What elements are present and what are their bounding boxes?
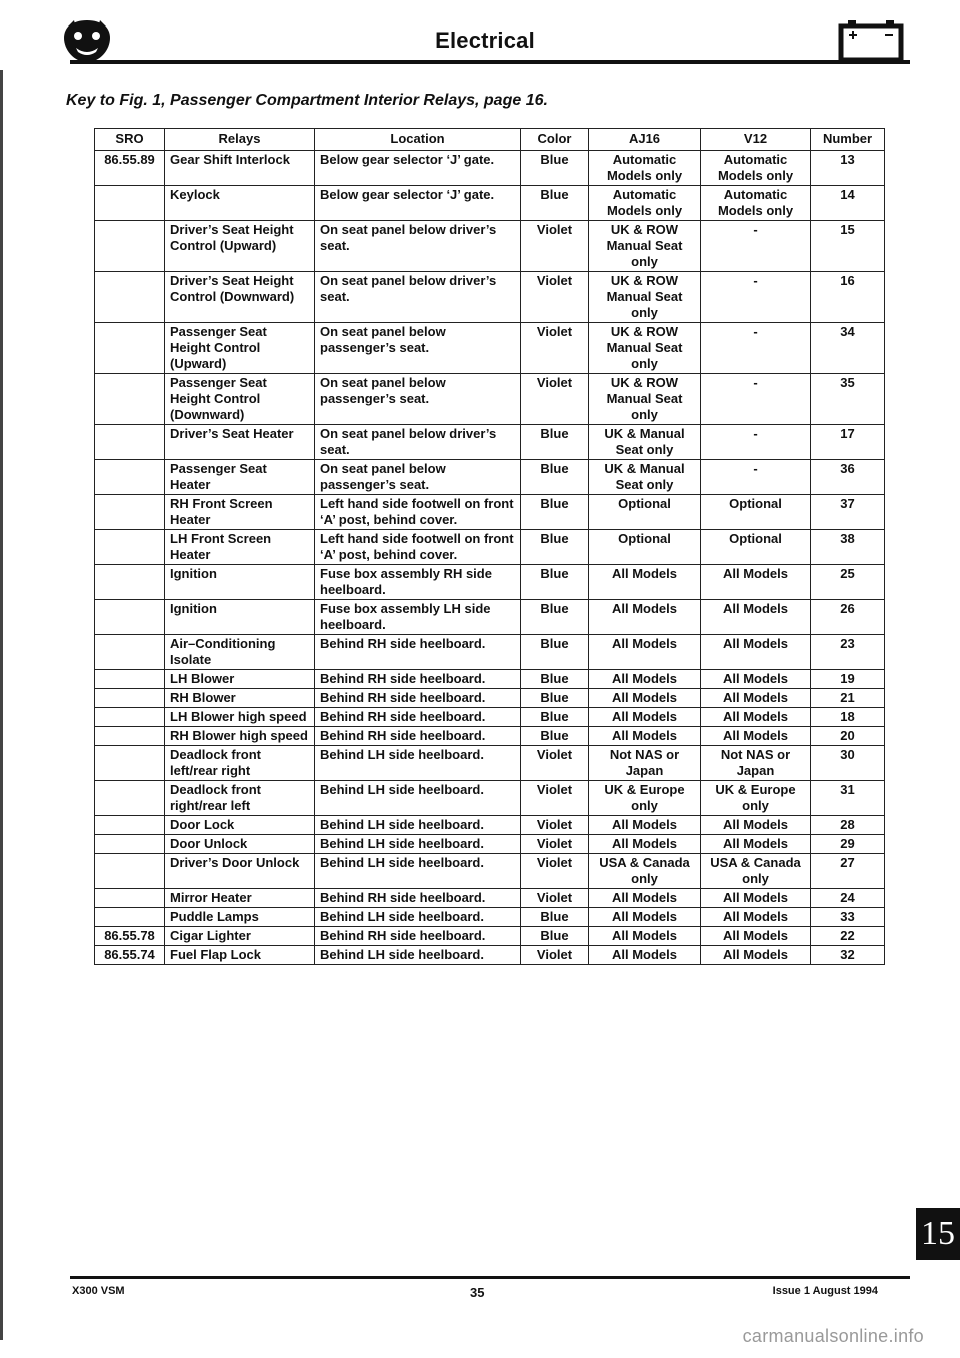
cell-location: Behind LH side heelboard. (315, 946, 521, 965)
table-row (95, 727, 885, 746)
cell-v12: All Models (701, 816, 811, 835)
cell-number: 30 (811, 746, 885, 781)
cell-color: Blue (521, 708, 589, 727)
cell-v12: - (701, 374, 811, 425)
cell-location: Behind RH side heelboard. (315, 889, 521, 908)
cell-v12: UK & Europe only (701, 781, 811, 816)
cell-number: 19 (811, 670, 885, 689)
table-row (95, 835, 885, 854)
cell-aj16: All Models (589, 946, 701, 965)
cell-color: Blue (521, 635, 589, 670)
cell-location: Behind LH side heelboard. (315, 908, 521, 927)
cell-aj16: Automatic Models only (589, 151, 701, 186)
table-row (95, 272, 885, 323)
cell-location: Behind RH side heelboard. (315, 708, 521, 727)
cell-number: 13 (811, 151, 885, 186)
cell-relays: Mirror Heater (165, 889, 315, 908)
cell-aj16: UK & ROW Manual Seat only (589, 272, 701, 323)
cell-color: Blue (521, 425, 589, 460)
cell-number: 37 (811, 495, 885, 530)
cell-relays: Passenger Seat Heater (165, 460, 315, 495)
cell-location: Behind LH side heelboard. (315, 816, 521, 835)
cell-location: Behind RH side heelboard. (315, 689, 521, 708)
cell-number: 27 (811, 854, 885, 889)
column-header-location: Location (315, 129, 521, 151)
cell-location: Behind RH side heelboard. (315, 927, 521, 946)
cell-v12: All Models (701, 708, 811, 727)
cell-number: 35 (811, 374, 885, 425)
cell-number: 20 (811, 727, 885, 746)
footer-issue-date: Issue 1 August 1994 (772, 1285, 878, 1297)
cell-v12: - (701, 460, 811, 495)
cell-relays: Passenger Seat Height Control (Upward) (165, 323, 315, 374)
cell-aj16: All Models (589, 889, 701, 908)
cell-sro: 86.55.78 (95, 927, 165, 946)
cell-sro (95, 186, 165, 221)
table-row (95, 565, 885, 600)
table-row (95, 781, 885, 816)
cell-color: Violet (521, 781, 589, 816)
cell-number: 22 (811, 927, 885, 946)
cell-color: Violet (521, 746, 589, 781)
table-row (95, 670, 885, 689)
cell-sro (95, 221, 165, 272)
cell-color: Blue (521, 727, 589, 746)
page-header (60, 12, 910, 64)
cell-color: Blue (521, 908, 589, 927)
cell-sro (95, 689, 165, 708)
cell-color: Violet (521, 835, 589, 854)
cell-color: Violet (521, 816, 589, 835)
table-row (95, 927, 885, 946)
cell-sro (95, 495, 165, 530)
cell-v12: All Models (701, 727, 811, 746)
cell-sro (95, 635, 165, 670)
cell-color: Violet (521, 374, 589, 425)
table-row (95, 746, 885, 781)
cell-aj16: UK & Manual Seat only (589, 460, 701, 495)
table-row (95, 816, 885, 835)
cell-v12: All Models (701, 908, 811, 927)
cell-number: 25 (811, 565, 885, 600)
cell-v12: Automatic Models only (701, 186, 811, 221)
cell-number: 28 (811, 816, 885, 835)
table-row (95, 908, 885, 927)
cell-number: 23 (811, 635, 885, 670)
watermark: carmanualsonline.info (742, 1326, 924, 1346)
cell-relays: LH Front Screen Heater (165, 530, 315, 565)
cell-v12: All Models (701, 565, 811, 600)
cell-location: Behind LH side heelboard. (315, 746, 521, 781)
cell-color: Blue (521, 460, 589, 495)
cell-v12: All Models (701, 600, 811, 635)
cell-v12: All Models (701, 670, 811, 689)
cell-aj16: UK & ROW Manual Seat only (589, 374, 701, 425)
table-row (95, 530, 885, 565)
cell-number: 17 (811, 425, 885, 460)
cell-color: Blue (521, 151, 589, 186)
column-header-sro: SRO (95, 129, 165, 151)
cell-relays: RH Blower high speed (165, 727, 315, 746)
cell-sro (95, 816, 165, 835)
cell-aj16: All Models (589, 727, 701, 746)
cell-sro (95, 781, 165, 816)
column-header-number: Number (811, 129, 885, 151)
table-row (95, 151, 885, 186)
table-row (95, 946, 885, 965)
cell-relays: Puddle Lamps (165, 908, 315, 927)
cell-relays: RH Front Screen Heater (165, 495, 315, 530)
cell-aj16: Optional (589, 495, 701, 530)
cell-relays: Ignition (165, 600, 315, 635)
cell-aj16: All Models (589, 835, 701, 854)
cell-v12: Optional (701, 495, 811, 530)
cell-aj16: All Models (589, 708, 701, 727)
cell-sro (95, 323, 165, 374)
cell-sro (95, 746, 165, 781)
cell-v12: All Models (701, 689, 811, 708)
cell-sro (95, 374, 165, 425)
cell-aj16: Not NAS or Japan (589, 746, 701, 781)
cell-relays: Keylock (165, 186, 315, 221)
cell-v12: USA & Canada only (701, 854, 811, 889)
table-row (95, 635, 885, 670)
cell-relays: Air–Conditioning Isolate (165, 635, 315, 670)
cell-color: Blue (521, 670, 589, 689)
cell-number: 15 (811, 221, 885, 272)
cell-relays: LH Blower high speed (165, 708, 315, 727)
cell-color: Violet (521, 946, 589, 965)
page-number: 35 (470, 1285, 485, 1300)
cell-number: 36 (811, 460, 885, 495)
figure-caption: Key to Fig. 1, Passenger Compartment Interior Relays, page 16. (66, 92, 548, 109)
cell-location: Left hand side footwell on front ‘A’ post, behind cover. (315, 530, 521, 565)
table-row (95, 323, 885, 374)
table-row (95, 600, 885, 635)
table-row (95, 186, 885, 221)
cell-number: 29 (811, 835, 885, 854)
cell-location: Fuse box assembly RH side heelboard. (315, 565, 521, 600)
cell-sro (95, 835, 165, 854)
cell-location: On seat panel below passenger’s seat. (315, 460, 521, 495)
cell-sro (95, 272, 165, 323)
cell-aj16: All Models (589, 689, 701, 708)
cell-relays: Door Unlock (165, 835, 315, 854)
cell-sro (95, 908, 165, 927)
cell-location: Below gear selector ‘J’ gate. (315, 151, 521, 186)
cell-sro (95, 425, 165, 460)
cell-v12: Automatic Models only (701, 151, 811, 186)
relay-table (94, 128, 885, 965)
cell-aj16: All Models (589, 816, 701, 835)
cell-aj16: UK & Europe only (589, 781, 701, 816)
cell-color: Blue (521, 689, 589, 708)
header-rule (70, 60, 910, 64)
cell-relays: Door Lock (165, 816, 315, 835)
cell-sro (95, 670, 165, 689)
table-row (95, 221, 885, 272)
cell-sro (95, 854, 165, 889)
cell-color: Blue (521, 565, 589, 600)
cell-sro (95, 460, 165, 495)
cell-sro: 86.55.89 (95, 151, 165, 186)
cell-sro (95, 600, 165, 635)
cell-relays: Driver’s Seat Height Control (Downward) (165, 272, 315, 323)
cell-location: Fuse box assembly LH side heelboard. (315, 600, 521, 635)
cell-number: 26 (811, 600, 885, 635)
cell-aj16: All Models (589, 670, 701, 689)
cell-number: 38 (811, 530, 885, 565)
footer-document-code: X300 VSM (72, 1285, 125, 1297)
column-header-v12: V12 (701, 129, 811, 151)
cell-relays: RH Blower (165, 689, 315, 708)
table-body (95, 151, 885, 965)
cell-relays: Driver’s Door Unlock (165, 854, 315, 889)
cell-color: Violet (521, 221, 589, 272)
table-header-row (95, 129, 885, 151)
cell-location: Behind RH side heelboard. (315, 635, 521, 670)
cell-number: 24 (811, 889, 885, 908)
cell-color: Violet (521, 854, 589, 889)
cell-location: Behind LH side heelboard. (315, 781, 521, 816)
cell-relays: Driver’s Seat Height Control (Upward) (165, 221, 315, 272)
cell-number: 34 (811, 323, 885, 374)
section-title: Electrical (435, 28, 535, 53)
footer-rule (70, 1276, 910, 1279)
table-row (95, 689, 885, 708)
cell-color: Violet (521, 272, 589, 323)
cell-color: Blue (521, 927, 589, 946)
cell-v12: All Models (701, 635, 811, 670)
cell-aj16: All Models (589, 635, 701, 670)
cell-location: On seat panel below driver’s seat. (315, 425, 521, 460)
cell-aj16: All Models (589, 565, 701, 600)
cell-relays: LH Blower (165, 670, 315, 689)
column-header-relays: Relays (165, 129, 315, 151)
cell-sro (95, 708, 165, 727)
cell-location: On seat panel below passenger’s seat. (315, 323, 521, 374)
cell-color: Blue (521, 186, 589, 221)
cell-v12: - (701, 425, 811, 460)
cell-color: Violet (521, 323, 589, 374)
cell-color: Blue (521, 495, 589, 530)
cell-relays: Cigar Lighter (165, 927, 315, 946)
column-header-aj16: AJ16 (589, 129, 701, 151)
cell-color: Blue (521, 530, 589, 565)
cell-v12: All Models (701, 946, 811, 965)
cell-location: Behind LH side heelboard. (315, 854, 521, 889)
cell-relays: Fuel Flap Lock (165, 946, 315, 965)
table-row (95, 708, 885, 727)
cell-number: 16 (811, 272, 885, 323)
cell-v12: Not NAS or Japan (701, 746, 811, 781)
cell-v12: All Models (701, 927, 811, 946)
cell-sro: 86.55.74 (95, 946, 165, 965)
cell-sro (95, 727, 165, 746)
cell-v12: - (701, 221, 811, 272)
cell-v12: All Models (701, 889, 811, 908)
table-row (95, 854, 885, 889)
page-edge-line (0, 70, 3, 1340)
table-row (95, 460, 885, 495)
cell-number: 21 (811, 689, 885, 708)
table-row (95, 425, 885, 460)
cell-color: Blue (521, 600, 589, 635)
cell-location: Below gear selector ‘J’ gate. (315, 186, 521, 221)
table-row (95, 889, 885, 908)
cell-location: On seat panel below driver’s seat. (315, 221, 521, 272)
cell-v12: - (701, 323, 811, 374)
cell-location: Behind RH side heelboard. (315, 670, 521, 689)
cell-aj16: UK & ROW Manual Seat only (589, 221, 701, 272)
cell-v12: Optional (701, 530, 811, 565)
cell-number: 31 (811, 781, 885, 816)
cell-number: 32 (811, 946, 885, 965)
cell-number: 18 (811, 708, 885, 727)
cell-location: Behind LH side heelboard. (315, 835, 521, 854)
table-row (95, 374, 885, 425)
cell-relays: Deadlock front right/rear left (165, 781, 315, 816)
cell-color: Violet (521, 889, 589, 908)
section-tab: 15 (916, 1208, 960, 1260)
battery-icon (838, 18, 904, 62)
cell-relays: Ignition (165, 565, 315, 600)
cell-number: 14 (811, 186, 885, 221)
cell-location: On seat panel below passenger’s seat. (315, 374, 521, 425)
cell-sro (95, 530, 165, 565)
cell-v12: All Models (701, 835, 811, 854)
cell-aj16: USA & Canada only (589, 854, 701, 889)
cell-relays: Driver’s Seat Heater (165, 425, 315, 460)
cell-sro (95, 889, 165, 908)
cell-number: 33 (811, 908, 885, 927)
cell-aj16: All Models (589, 600, 701, 635)
cell-location: On seat panel below driver’s seat. (315, 272, 521, 323)
column-header-color: Color (521, 129, 589, 151)
cell-aj16: UK & Manual Seat only (589, 425, 701, 460)
table-row (95, 495, 885, 530)
cell-aj16: All Models (589, 908, 701, 927)
cell-v12: - (701, 272, 811, 323)
cell-aj16: Automatic Models only (589, 186, 701, 221)
cell-relays: Passenger Seat Height Control (Downward) (165, 374, 315, 425)
cell-relays: Deadlock front left/rear right (165, 746, 315, 781)
cell-location: Behind RH side heelboard. (315, 727, 521, 746)
cell-location: Left hand side footwell on front ‘A’ post, behind cover. (315, 495, 521, 530)
cell-relays: Gear Shift Interlock (165, 151, 315, 186)
cell-aj16: Optional (589, 530, 701, 565)
cell-sro (95, 565, 165, 600)
cell-aj16: UK & ROW Manual Seat only (589, 323, 701, 374)
cell-aj16: All Models (589, 927, 701, 946)
